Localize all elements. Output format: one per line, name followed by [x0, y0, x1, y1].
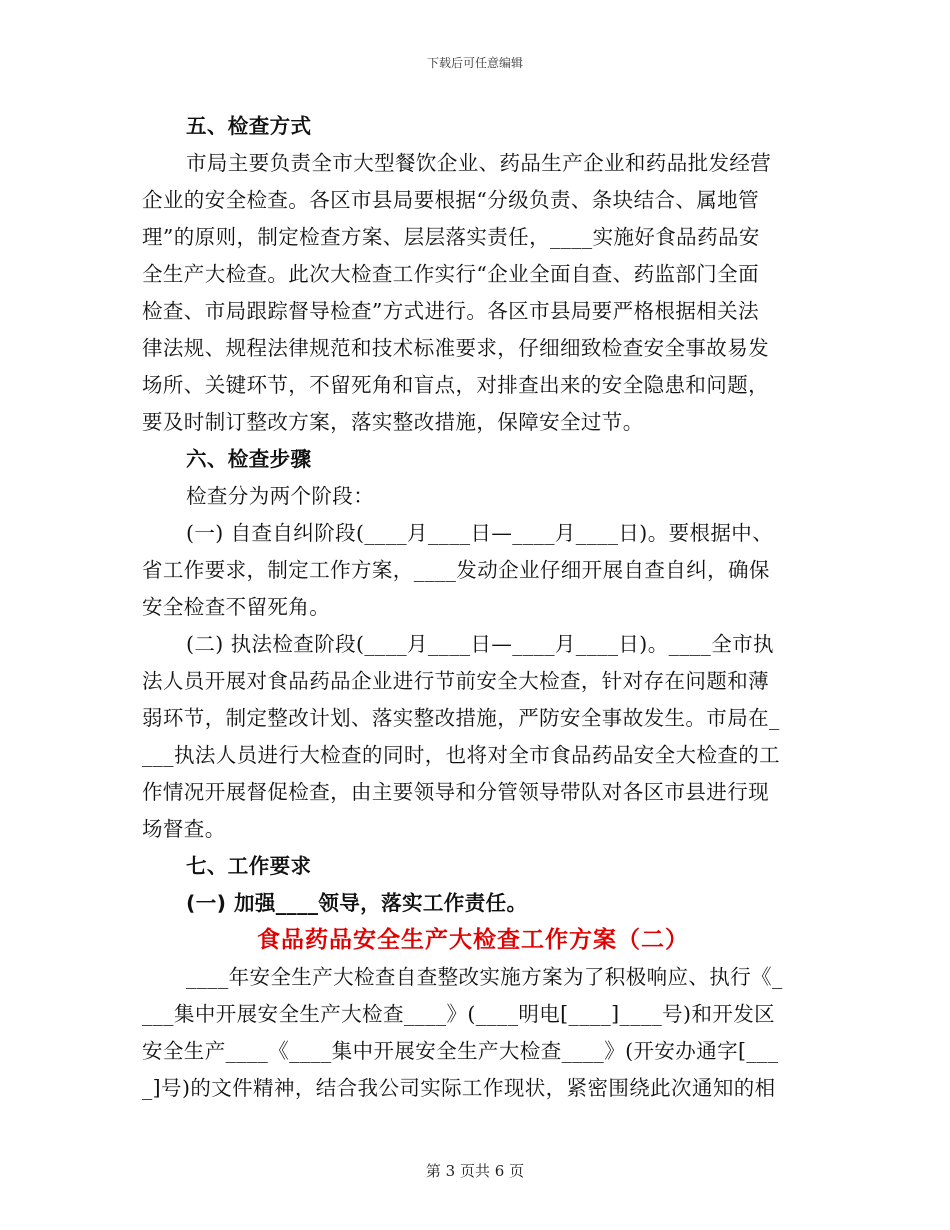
- paragraph-line: 检查分为两个阶段：: [186, 484, 375, 508]
- paragraph-line: ___执法人员进行大检查的同时，也将对全市食品药品安全大检查的工: [142, 743, 781, 767]
- paragraph-line: ____年安全生产大检查自查整改实施方案为了积极响应、执行《_: [186, 965, 783, 989]
- paragraph-line: (一) 自查自纠阶段(____月____日—____月____日)。要根据中、: [186, 521, 774, 545]
- paragraph-line: 安全生产____《____集中开展安全生产大检查____》(开安办通字[___: [142, 1039, 779, 1063]
- page-header: 下载后可任意编辑: [426, 56, 523, 70]
- paragraph-line: 检查、市局跟踪督导检查”方式进行。各区市县局要严格根据相关法: [142, 299, 759, 323]
- paragraph-line: 法人员开展对食品药品企业进行节前安全大检查，针对存在问题和薄: [142, 669, 769, 693]
- paragraph-line: (二) 执法检查阶段(____月____日—____月____日)。____全市执: [186, 632, 774, 656]
- paragraph-line: 安全检查不留死角。: [142, 595, 331, 619]
- document-title: 食品药品安全生产大检查工作方案（二）: [257, 927, 689, 953]
- paragraph-line: 场所、关键环节，不留死角和盲点，对排查出来的安全隐患和问题，: [142, 373, 769, 397]
- paragraph-line: _]号)的文件精神，结合我公司实际工作现状，紧密围绕此次通知的相: [142, 1076, 776, 1100]
- paragraph-line: 全生产大检查。此次大检查工作实行“企业全面自查、药监部门全面: [142, 262, 759, 286]
- paragraph-line: 作情况开展督促检查，由主要领导和分管领导带队对各区市县进行现: [142, 780, 769, 804]
- paragraph-line: 理”的原则，制定检查方案、层层落实责任，____实施好食品药品安: [142, 225, 760, 249]
- paragraph-line: 企业的安全检查。各区市县局要根据“分级负责、条块结合、属地管: [142, 188, 759, 212]
- document-body: [142, 108, 804, 1107]
- page-footer: 第 3 页共 6 页: [425, 1162, 525, 1180]
- paragraph-line: 律法规、规程法律规范和技术标准要求，仔细细致检查安全事故易发: [142, 336, 769, 360]
- subsection-heading: (一) 加强____领导，落实工作责任。: [186, 891, 528, 915]
- paragraph-line: 要及时制订整改方案，落实整改措施，保障安全过节。: [142, 410, 644, 434]
- paragraph-line: 省工作要求，制定工作方案，____发动企业仔细开展自查自纠，确保: [142, 558, 770, 582]
- paragraph-line: 市局主要负责全市大型餐饮企业、药品生产企业和药品批发经营: [186, 151, 772, 175]
- paragraph-line: ___集中开展安全生产大检查____》(____明电[____]____号)和开发区: [142, 1002, 776, 1026]
- section-heading: 七、工作要求: [186, 854, 312, 878]
- paragraph-line: 场督查。: [142, 817, 226, 841]
- section-heading: 五、检查方式: [186, 114, 312, 138]
- section-heading: 六、检查步骤: [186, 447, 312, 471]
- paragraph-line: 弱环节，制定整改计划、落实整改措施，严防安全事故发生。市局在_: [142, 706, 780, 730]
